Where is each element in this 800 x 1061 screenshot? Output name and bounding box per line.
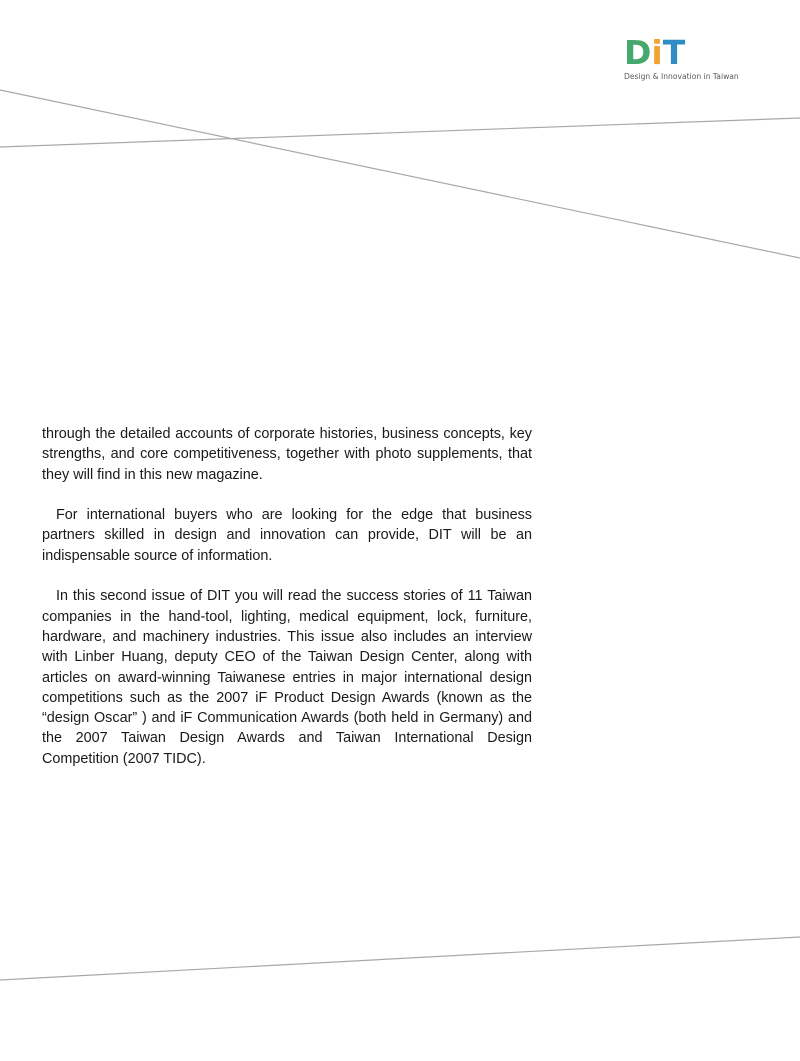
logo-wordmark (624, 33, 686, 72)
horizontal-rule-bottom (0, 937, 800, 980)
diagonal-rule-top (0, 90, 800, 258)
logo-letter-d: D (624, 33, 652, 72)
paragraph-1: through the detailed accounts of corporate histories, business concepts, key strengths, and core competitiveness, together with photo supplements, that they will find in this new magazine. (42, 426, 532, 483)
logo-tagline: Design & Innovation in Taiwan (624, 72, 739, 81)
article-body (42, 424, 532, 789)
paragraph-3: In this second issue of DIT you will read the success stories of 11 Taiwan companies in the hand-tool, lighting, medical equipment, lock, furniture, hardware, and machinery industries. This issue also includes an interview with Linber Huang, deputy CEO of the Taiwan Design Center, along with articles on award-winning Taiwanese entries in major international design competitions such as the 2007 iF Product Design Awards (known as the “design Oscar” ) and iF Communication Awards (both held in Germany) and the 2007 Taiwan Design Awards and Taiwan International Design Competition (2007 TIDC). (42, 588, 532, 767)
dit-logo (624, 33, 764, 92)
logo-letter-i: i (651, 33, 663, 72)
paragraph-2: For international buyers who are looking for the edge that business partners skilled in design and innovation can provide, DIT will be an indispensable source of information. (42, 507, 532, 564)
logo-letter-t: T (662, 33, 686, 72)
horizontal-rule-top (0, 118, 800, 147)
